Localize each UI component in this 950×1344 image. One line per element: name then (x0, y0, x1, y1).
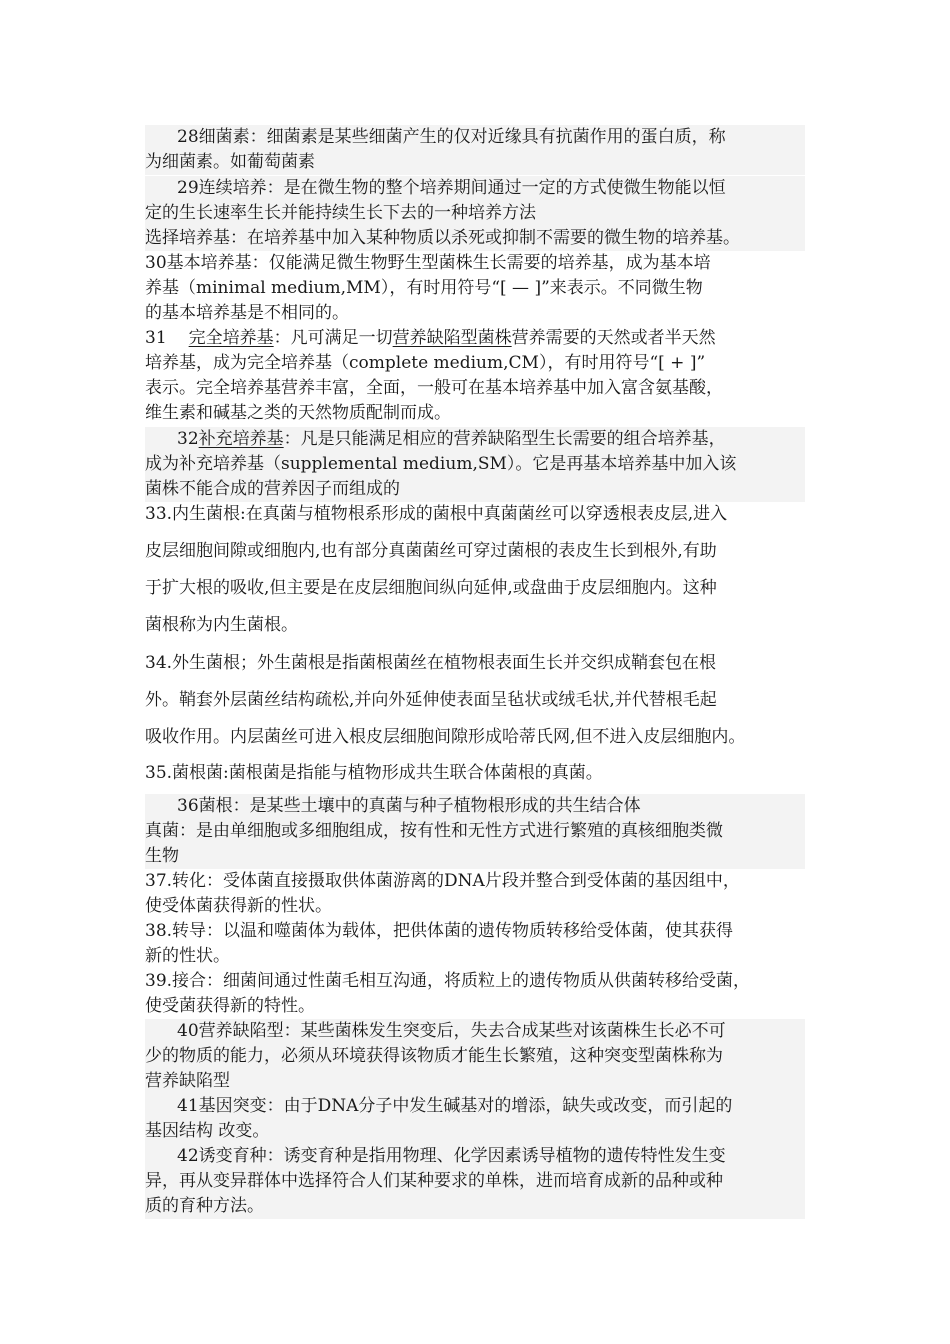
entry-30-line-2: 养基（minimal medium,MM），有时用符号“[ — ]”来表示。不同微生物 (145, 278, 703, 298)
entry-39-line-1: 39.接合：细菌间通过性菌毛相互沟通，将质粒上的遗传物质从供菌转移给受菌， (145, 971, 751, 991)
entry-32-line-1 (145, 427, 805, 452)
entry-31-number: 31 (145, 328, 167, 348)
entry-34-line-3: 吸收作用。内层菌丝可进入根皮层细胞间隙形成哈蒂氏网,但不进入皮层细胞内。 (145, 727, 746, 747)
entry-37-line-2: 使受体菌获得新的性状。 (145, 896, 332, 916)
entry-30-minimal-medium (145, 251, 711, 326)
entry-33-endomycorrhiza (145, 496, 727, 644)
complete-medium-term: 完全培养基 (188, 328, 274, 348)
entry-40-line-2: 少的物质的能力，必须从环境获得该物质才能生长繁殖，这种突变型菌株称为 (145, 1046, 723, 1066)
entry-41-line-1: 41基因突变：由于DNA分子中发生碱基对的增添，缺失或改变，而引起的 (177, 1096, 733, 1116)
entry-38-line-1: 38.转导：以温和噬菌体为载体，把供体菌的遗传物质转移给受体菌，使其获得 (145, 921, 734, 941)
entry-31-line-1 (145, 326, 723, 351)
entry-39-conjugation (145, 969, 750, 1019)
entry-29-continuous-culture (145, 176, 805, 226)
entry-34-line-1: 34.外生菌根；外生菌根是指菌根菌丝在植物根表面生长并交织成鞘套包在根 (145, 653, 717, 673)
entry-32-rest-text: ：凡是只能满足相应的营养缺陷型生长需要的组合培养基， (283, 429, 726, 449)
entry-32-line-3: 菌株不能合成的营养因子而组成的 (145, 479, 400, 499)
entry-selective-medium (145, 226, 805, 251)
auxotroph-link[interactable]: 营养缺陷型菌株 (392, 328, 512, 348)
entry-41-gene-mutation (145, 1094, 805, 1144)
entry-34-line-2: 外。鞘套外层菌丝结构疏松,并向外延伸使表面呈毡状或绒毛状,并代替根毛起 (145, 690, 717, 710)
entry-33-line-2: 皮层细胞间隙或细胞内,也有部分真菌菌丝可穿过菌根的表皮生长到根外,有助 (145, 541, 717, 561)
entry-42-line-3: 质的育种方法。 (145, 1196, 264, 1216)
entry-29-line-2: 定的生长速率生长并能持续生长下去的一种培养方法 (145, 203, 536, 223)
entry-39-line-2: 使受菌获得新的特性。 (145, 996, 315, 1016)
fungi-line-2: 生物 (145, 846, 179, 866)
selective-medium-line-1: 选择培养基：在培养基中加入某种物质以杀死或抑制不需要的微生物的培养基。 (145, 228, 740, 248)
entry-35-mycorrhizal-fungi (145, 755, 603, 792)
entry-31-line-4: 维生素和碱基之类的天然物质配制而成。 (145, 403, 451, 423)
entry-31-colon-text: ：凡可满足一切 (273, 328, 393, 348)
fungi-line-1: 真菌：是由单细胞或多细胞组成，按有性和无性方式进行繁殖的真核细胞类微 (145, 821, 723, 841)
entry-28-bacteriocin (145, 125, 805, 175)
entry-40-auxotroph (145, 1019, 805, 1094)
entry-31-line-3: 表示。完全培养基营养丰富，全面，一般可在基本培养基中加入富含氨基酸， (145, 378, 723, 398)
entry-42-line-2: 异，再从变异群体中选择符合人们某种要求的单株，进而培育成新的品种或种 (145, 1171, 723, 1191)
entry-34-ectomycorrhiza (145, 645, 745, 756)
entry-38-transduction (145, 919, 733, 969)
entry-40-line-1: 40营养缺陷型：某些菌株发生突变后，失去合成某些对该菌株生长必不可 (177, 1021, 726, 1041)
entry-29-line-1: 29连续培养：是在微生物的整个培养期间通过一定的方式使微生物能以恒 (177, 178, 726, 198)
entry-38-line-2: 新的性状。 (145, 946, 230, 966)
entry-31-line-2: 培养基，成为完全培养基（complete medium,CM），有时用符号“[ + ]” (145, 353, 706, 373)
entry-28-line-1: 28细菌素：细菌素是某些细菌产生的仅对近缘具有抗菌作用的蛋白质，称 (177, 127, 726, 147)
entry-33-line-4: 菌根称为内生菌根。 (145, 615, 298, 635)
entry-32-supplemental-medium (145, 427, 805, 502)
entry-30-line-1: 30基本培养基：仅能满足微生物野生型菌株生长需要的培养基，成为基本培 (145, 253, 711, 273)
entry-32-number: 32 (177, 429, 199, 449)
entry-30-line-3: 的基本培养基是不相同的。 (145, 303, 349, 323)
entry-40-line-3: 营养缺陷型 (145, 1071, 230, 1091)
entry-32-line-2: 成为补充培养基（supplemental medium,SM）。它是再基本培养基中加入该 (145, 454, 737, 474)
entry-42-line-1: 42诱变育种：诱变育种是指用物理、化学因素诱导植物的遗传特性发生变 (177, 1146, 726, 1166)
entry-37-line-1: 37.转化：受体菌直接摄取供体菌游离的DNA片段并整合到受体菌的基因组中， (145, 871, 740, 891)
entry-fungi (145, 819, 805, 869)
entry-31-complete-medium (145, 326, 723, 426)
entry-42-mutation-breeding (145, 1144, 805, 1219)
entry-28-line-2: 为细菌素。如葡萄菌素 (145, 152, 315, 172)
entry-33-line-3: 于扩大根的吸收,但主要是在皮层细胞间纵向延伸,或盘曲于皮层细胞内。这种 (145, 578, 717, 598)
entry-41-line-2: 基因结构 改变。 (145, 1121, 270, 1141)
supplemental-medium-term: 补充培养基 (198, 429, 284, 449)
entry-36-mycorrhiza (145, 794, 805, 819)
entry-31-rest-text: 营养需要的天然或者半天然 (511, 328, 716, 348)
entry-33-line-1: 33.内生菌根:在真菌与植物根系形成的菌根中真菌菌丝可以穿透根表皮层,进入 (145, 504, 728, 524)
entry-35-line-1: 35.菌根菌:菌根菌是指能与植物形成共生联合体菌根的真菌。 (145, 763, 603, 783)
entry-37-transformation (145, 869, 740, 919)
entry-36-line-1: 36菌根：是某些土壤中的真菌与种子植物根形成的共生结合体 (177, 796, 641, 816)
